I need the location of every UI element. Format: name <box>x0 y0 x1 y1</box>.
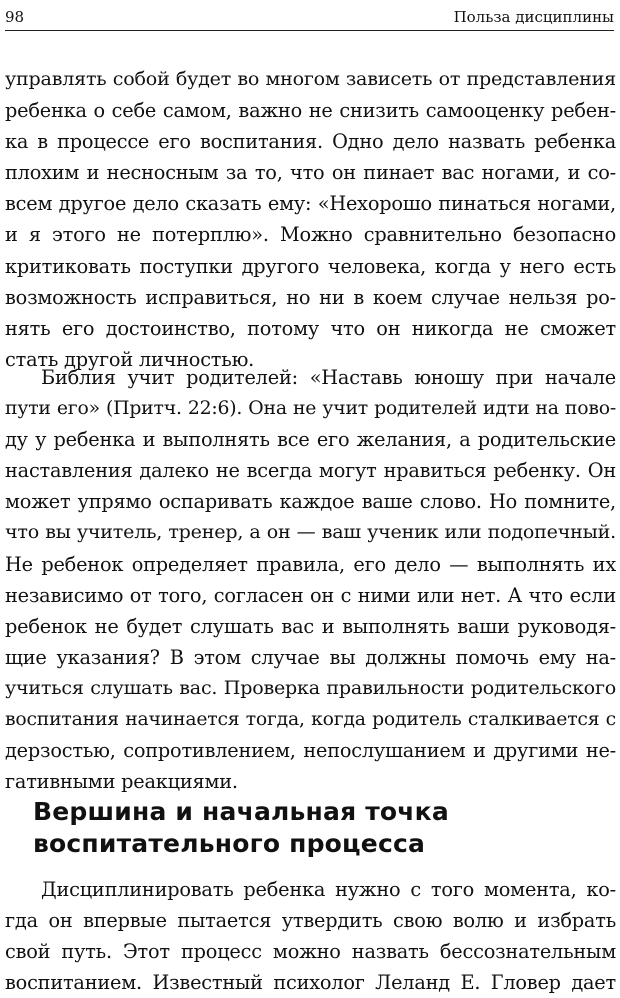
text-line: Не ребенок определяет правила, его дело — выполнять их <box>5 552 616 576</box>
text-line: ребенок не будет слушать вас и выполнять ваши руководя- <box>5 614 616 638</box>
text-line: ребенка о себе самом, важно не снизить самооценку ребен- <box>5 99 616 123</box>
text-line: воспитания начинается тогда, когда родитель сталкивается с <box>5 709 616 731</box>
heading-line: Вершина и начальная точка <box>33 797 449 826</box>
text-line: пути его» (Притч. 22:6). Она не учит родителей идти на пово- <box>5 398 616 420</box>
text-line: ду у ребенка и выполнять все его желания, а родительские <box>5 428 616 452</box>
text-line: Библия учит родителей: «Наставь юношу при начале <box>41 366 616 389</box>
text-line: нять его достоинство, потому что он никогда не сможет <box>5 316 616 340</box>
text-line: критиковать поступки другого человека, когда у него есть <box>5 254 616 278</box>
running-title: Польза дисциплины <box>453 8 614 26</box>
paragraph-1 <box>5 64 616 375</box>
text-line: управлять собой будет во многом зависеть от представления <box>5 68 616 90</box>
text-line: щие указания? В этом случае вы должны помочь ему на- <box>5 645 616 669</box>
text-line: учиться слушать вас. Проверка правильности родительского <box>5 676 616 699</box>
text-line: дерзостью, сопротивлением, непослушанием и другими не- <box>5 739 616 763</box>
heading-line: воспитательного процесса <box>33 829 426 858</box>
text-line: что вы учитель, тренер, а он — ваш ученик или подопечный. <box>5 521 616 544</box>
text-line: стать другой личностью. <box>5 347 255 371</box>
page-number: 98 <box>5 8 25 26</box>
text-line: гда он впервые пытается утвердить свою волю и избрать <box>5 909 616 933</box>
text-line: независимо от того, согласен он с ними или нет. А что если <box>5 583 616 607</box>
section-heading <box>33 796 593 860</box>
text-line: ка в процессе его воспитания. Одно дело назвать ребенка <box>5 130 616 154</box>
text-line: свой путь. Этот процесс можно назвать бессознательным <box>5 940 616 964</box>
paragraph-2 <box>5 362 616 797</box>
text-line: может упрямо оспаривать каждое ваше слово. Но помните, <box>5 490 616 514</box>
running-head <box>5 2 614 31</box>
text-line: и я этого не потерплю». Можно сравнительно безопасно <box>5 223 616 247</box>
text-line: наставления далеко не всегда могут нравиться ребенку. Он <box>5 459 616 483</box>
paragraph-3 <box>5 874 616 998</box>
text-line: гативными реакциями. <box>5 770 238 794</box>
text-line: всем другое дело сказать ему: «Нехорошо пинаться ногами, <box>5 192 616 216</box>
text-line: возможность исправиться, но ни в коем случае нельзя ро- <box>5 285 616 309</box>
text-line: плохим и несносным за то, что он пинает вас ногами, и со- <box>5 161 616 185</box>
text-line: воспитанием. Известный психолог Леланд Е. Гловер дает <box>5 971 616 995</box>
text-line: Дисциплинировать ребенка нужно с того момента, ко- <box>41 878 616 901</box>
